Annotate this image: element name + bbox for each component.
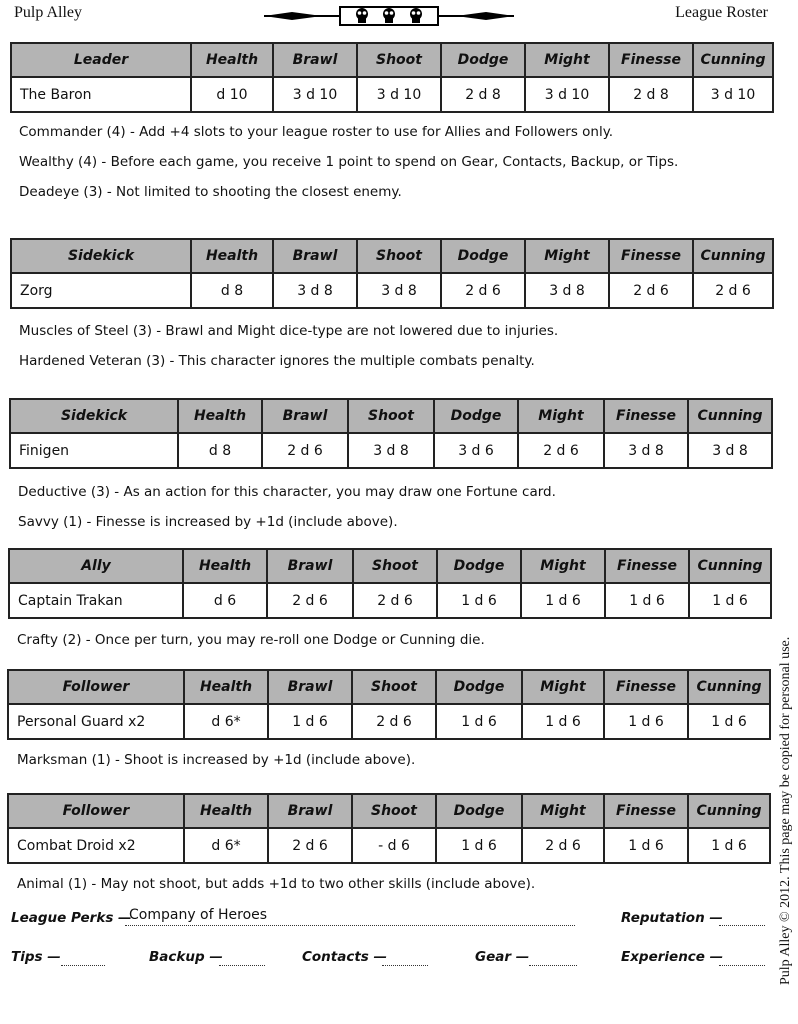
character-name: Zorg [11, 273, 191, 308]
gear-label: Gear — [475, 949, 530, 965]
role-header: Leader [11, 43, 191, 77]
stat-brawl: 2 d 6 [268, 828, 352, 863]
stat-shoot: 3 d 8 [348, 433, 434, 468]
col-health: Health [183, 549, 267, 583]
col-finesse: Finesse [609, 43, 693, 77]
gear-field[interactable] [529, 965, 577, 966]
stat-cunning: 2 d 6 [693, 273, 773, 308]
stat-finesse: 1 d 6 [605, 583, 689, 618]
ability-text: Animal (1) - May not shoot, but adds +1d to two other skills (include above). [17, 876, 536, 892]
col-health: Health [191, 43, 273, 77]
col-finesse: Finesse [605, 549, 689, 583]
stat-might: 2 d 6 [522, 828, 604, 863]
col-shoot: Shoot [352, 670, 436, 704]
table-header-row [8, 794, 770, 828]
col-cunning: Cunning [693, 43, 773, 77]
table-header-row [11, 43, 773, 77]
stat-cunning: 1 d 6 [689, 583, 771, 618]
stat-finesse: 1 d 6 [604, 828, 688, 863]
character-table-sidekick [10, 238, 774, 309]
league-perks-label: League Perks — [11, 910, 132, 926]
ability-text: Marksman (1) - Shoot is increased by +1d (include above). [17, 752, 416, 768]
stat-finesse: 1 d 6 [604, 704, 688, 739]
stat-might: 2 d 6 [518, 433, 604, 468]
col-brawl: Brawl [268, 794, 352, 828]
col-finesse: Finesse [604, 794, 688, 828]
stat-dodge: 1 d 6 [436, 828, 522, 863]
contacts-field[interactable] [382, 965, 428, 966]
stat-brawl: 3 d 10 [273, 77, 357, 112]
col-cunning: Cunning [688, 794, 770, 828]
stat-might: 3 d 10 [525, 77, 609, 112]
col-brawl: Brawl [273, 43, 357, 77]
ability-text: Muscles of Steel (3) - Brawl and Might dice-type are not lowered due to injuries. [19, 323, 559, 339]
table-row [8, 828, 770, 863]
league-perks-underline [125, 925, 575, 926]
col-finesse: Finesse [609, 239, 693, 273]
stat-health: d 8 [191, 273, 273, 308]
stat-finesse: 3 d 8 [604, 433, 688, 468]
table-row [9, 583, 771, 618]
stat-health: d 6 [183, 583, 267, 618]
stat-dodge: 2 d 6 [441, 273, 525, 308]
role-header: Sidekick [11, 239, 191, 273]
col-health: Health [178, 399, 262, 433]
role-header: Ally [9, 549, 183, 583]
stat-shoot: 2 d 6 [352, 704, 436, 739]
character-name: Combat Droid x2 [8, 828, 184, 863]
stat-shoot: 2 d 6 [353, 583, 437, 618]
ability-text: Savvy (1) - Finesse is increased by +1d (include above). [18, 514, 398, 530]
role-header: Sidekick [10, 399, 178, 433]
col-cunning: Cunning [688, 399, 772, 433]
col-finesse: Finesse [604, 670, 688, 704]
col-might: Might [518, 399, 604, 433]
ability-text: Crafty (2) - Once per turn, you may re-roll one Dodge or Cunning die. [17, 632, 485, 648]
stat-shoot: 3 d 10 [357, 77, 441, 112]
stat-health: d 6* [184, 828, 268, 863]
col-health: Health [191, 239, 273, 273]
col-brawl: Brawl [262, 399, 348, 433]
contacts-label: Contacts — [302, 949, 388, 965]
role-header: Follower [8, 794, 184, 828]
stat-cunning: 3 d 8 [688, 433, 772, 468]
experience-field[interactable] [719, 965, 765, 966]
table-header-row [10, 399, 772, 433]
character-name: Finigen [10, 433, 178, 468]
ability-text: Commander (4) - Add +4 slots to your league roster to use for Allies and Followers only. [19, 124, 614, 140]
table-row [10, 433, 772, 468]
col-brawl: Brawl [273, 239, 357, 273]
table-header-row [8, 670, 770, 704]
col-finesse: Finesse [604, 399, 688, 433]
character-table-leader [10, 42, 774, 113]
stat-might: 1 d 6 [522, 704, 604, 739]
character-table-sidekick [9, 398, 773, 469]
backup-label: Backup — [149, 949, 223, 965]
reputation-label: Reputation — [621, 910, 723, 926]
stat-health: d 8 [178, 433, 262, 468]
character-name: Captain Trakan [9, 583, 183, 618]
character-table-follower [7, 793, 771, 864]
tips-field[interactable] [61, 965, 105, 966]
col-might: Might [522, 794, 604, 828]
copyright-note: Pulp Alley © 2012. This page may be copied for personal use. [778, 636, 793, 985]
table-row [11, 273, 773, 308]
stat-shoot: - d 6 [352, 828, 436, 863]
col-shoot: Shoot [353, 549, 437, 583]
stat-brawl: 2 d 6 [262, 433, 348, 468]
table-header-row [9, 549, 771, 583]
stat-finesse: 2 d 8 [609, 77, 693, 112]
col-cunning: Cunning [688, 670, 770, 704]
stat-health: d 6* [184, 704, 268, 739]
col-dodge: Dodge [437, 549, 521, 583]
col-dodge: Dodge [436, 670, 522, 704]
tips-label: Tips — [11, 949, 61, 965]
col-dodge: Dodge [441, 43, 525, 77]
stat-might: 3 d 8 [525, 273, 609, 308]
character-name: Personal Guard x2 [8, 704, 184, 739]
col-cunning: Cunning [689, 549, 771, 583]
league-perks-field[interactable]: Company of Heroes [129, 907, 268, 923]
col-might: Might [522, 670, 604, 704]
experience-label: Experience — [621, 949, 724, 965]
stat-dodge: 1 d 6 [436, 704, 522, 739]
reputation-field[interactable] [719, 925, 765, 926]
ability-text: Wealthy (4) - Before each game, you receive 1 point to spend on Gear, Contacts, Backup, or Tips. [19, 154, 679, 170]
stat-health: d 10 [191, 77, 273, 112]
stat-dodge: 2 d 8 [441, 77, 525, 112]
role-header: Follower [8, 670, 184, 704]
stat-shoot: 3 d 8 [357, 273, 441, 308]
col-brawl: Brawl [267, 549, 353, 583]
stat-dodge: 3 d 6 [434, 433, 518, 468]
col-might: Might [525, 239, 609, 273]
stat-brawl: 1 d 6 [268, 704, 352, 739]
stat-cunning: 1 d 6 [688, 704, 770, 739]
stat-cunning: 1 d 6 [688, 828, 770, 863]
stat-finesse: 2 d 6 [609, 273, 693, 308]
col-health: Health [184, 670, 268, 704]
col-shoot: Shoot [357, 43, 441, 77]
col-dodge: Dodge [441, 239, 525, 273]
table-row [11, 77, 773, 112]
col-brawl: Brawl [268, 670, 352, 704]
col-dodge: Dodge [434, 399, 518, 433]
backup-field[interactable] [219, 965, 265, 966]
col-cunning: Cunning [693, 239, 773, 273]
character-table-ally [8, 548, 772, 619]
header-subtitle: League Roster [675, 4, 768, 21]
stat-dodge: 1 d 6 [437, 583, 521, 618]
stat-might: 1 d 6 [521, 583, 605, 618]
col-might: Might [525, 43, 609, 77]
stat-brawl: 2 d 6 [267, 583, 353, 618]
stat-cunning: 3 d 10 [693, 77, 773, 112]
table-row [8, 704, 770, 739]
character-table-follower [7, 669, 771, 740]
col-might: Might [521, 549, 605, 583]
table-header-row [11, 239, 773, 273]
skull-ornament-icon [262, 3, 516, 29]
col-shoot: Shoot [357, 239, 441, 273]
stat-brawl: 3 d 8 [273, 273, 357, 308]
col-health: Health [184, 794, 268, 828]
ability-text: Deductive (3) - As an action for this character, you may draw one Fortune card. [18, 484, 556, 500]
ability-text: Hardened Veteran (3) - This character ignores the multiple combats penalty. [19, 353, 535, 369]
col-shoot: Shoot [352, 794, 436, 828]
header-title: Pulp Alley [14, 4, 83, 21]
col-shoot: Shoot [348, 399, 434, 433]
character-name: The Baron [11, 77, 191, 112]
ability-text: Deadeye (3) - Not limited to shooting the closest enemy. [19, 184, 402, 200]
col-dodge: Dodge [436, 794, 522, 828]
